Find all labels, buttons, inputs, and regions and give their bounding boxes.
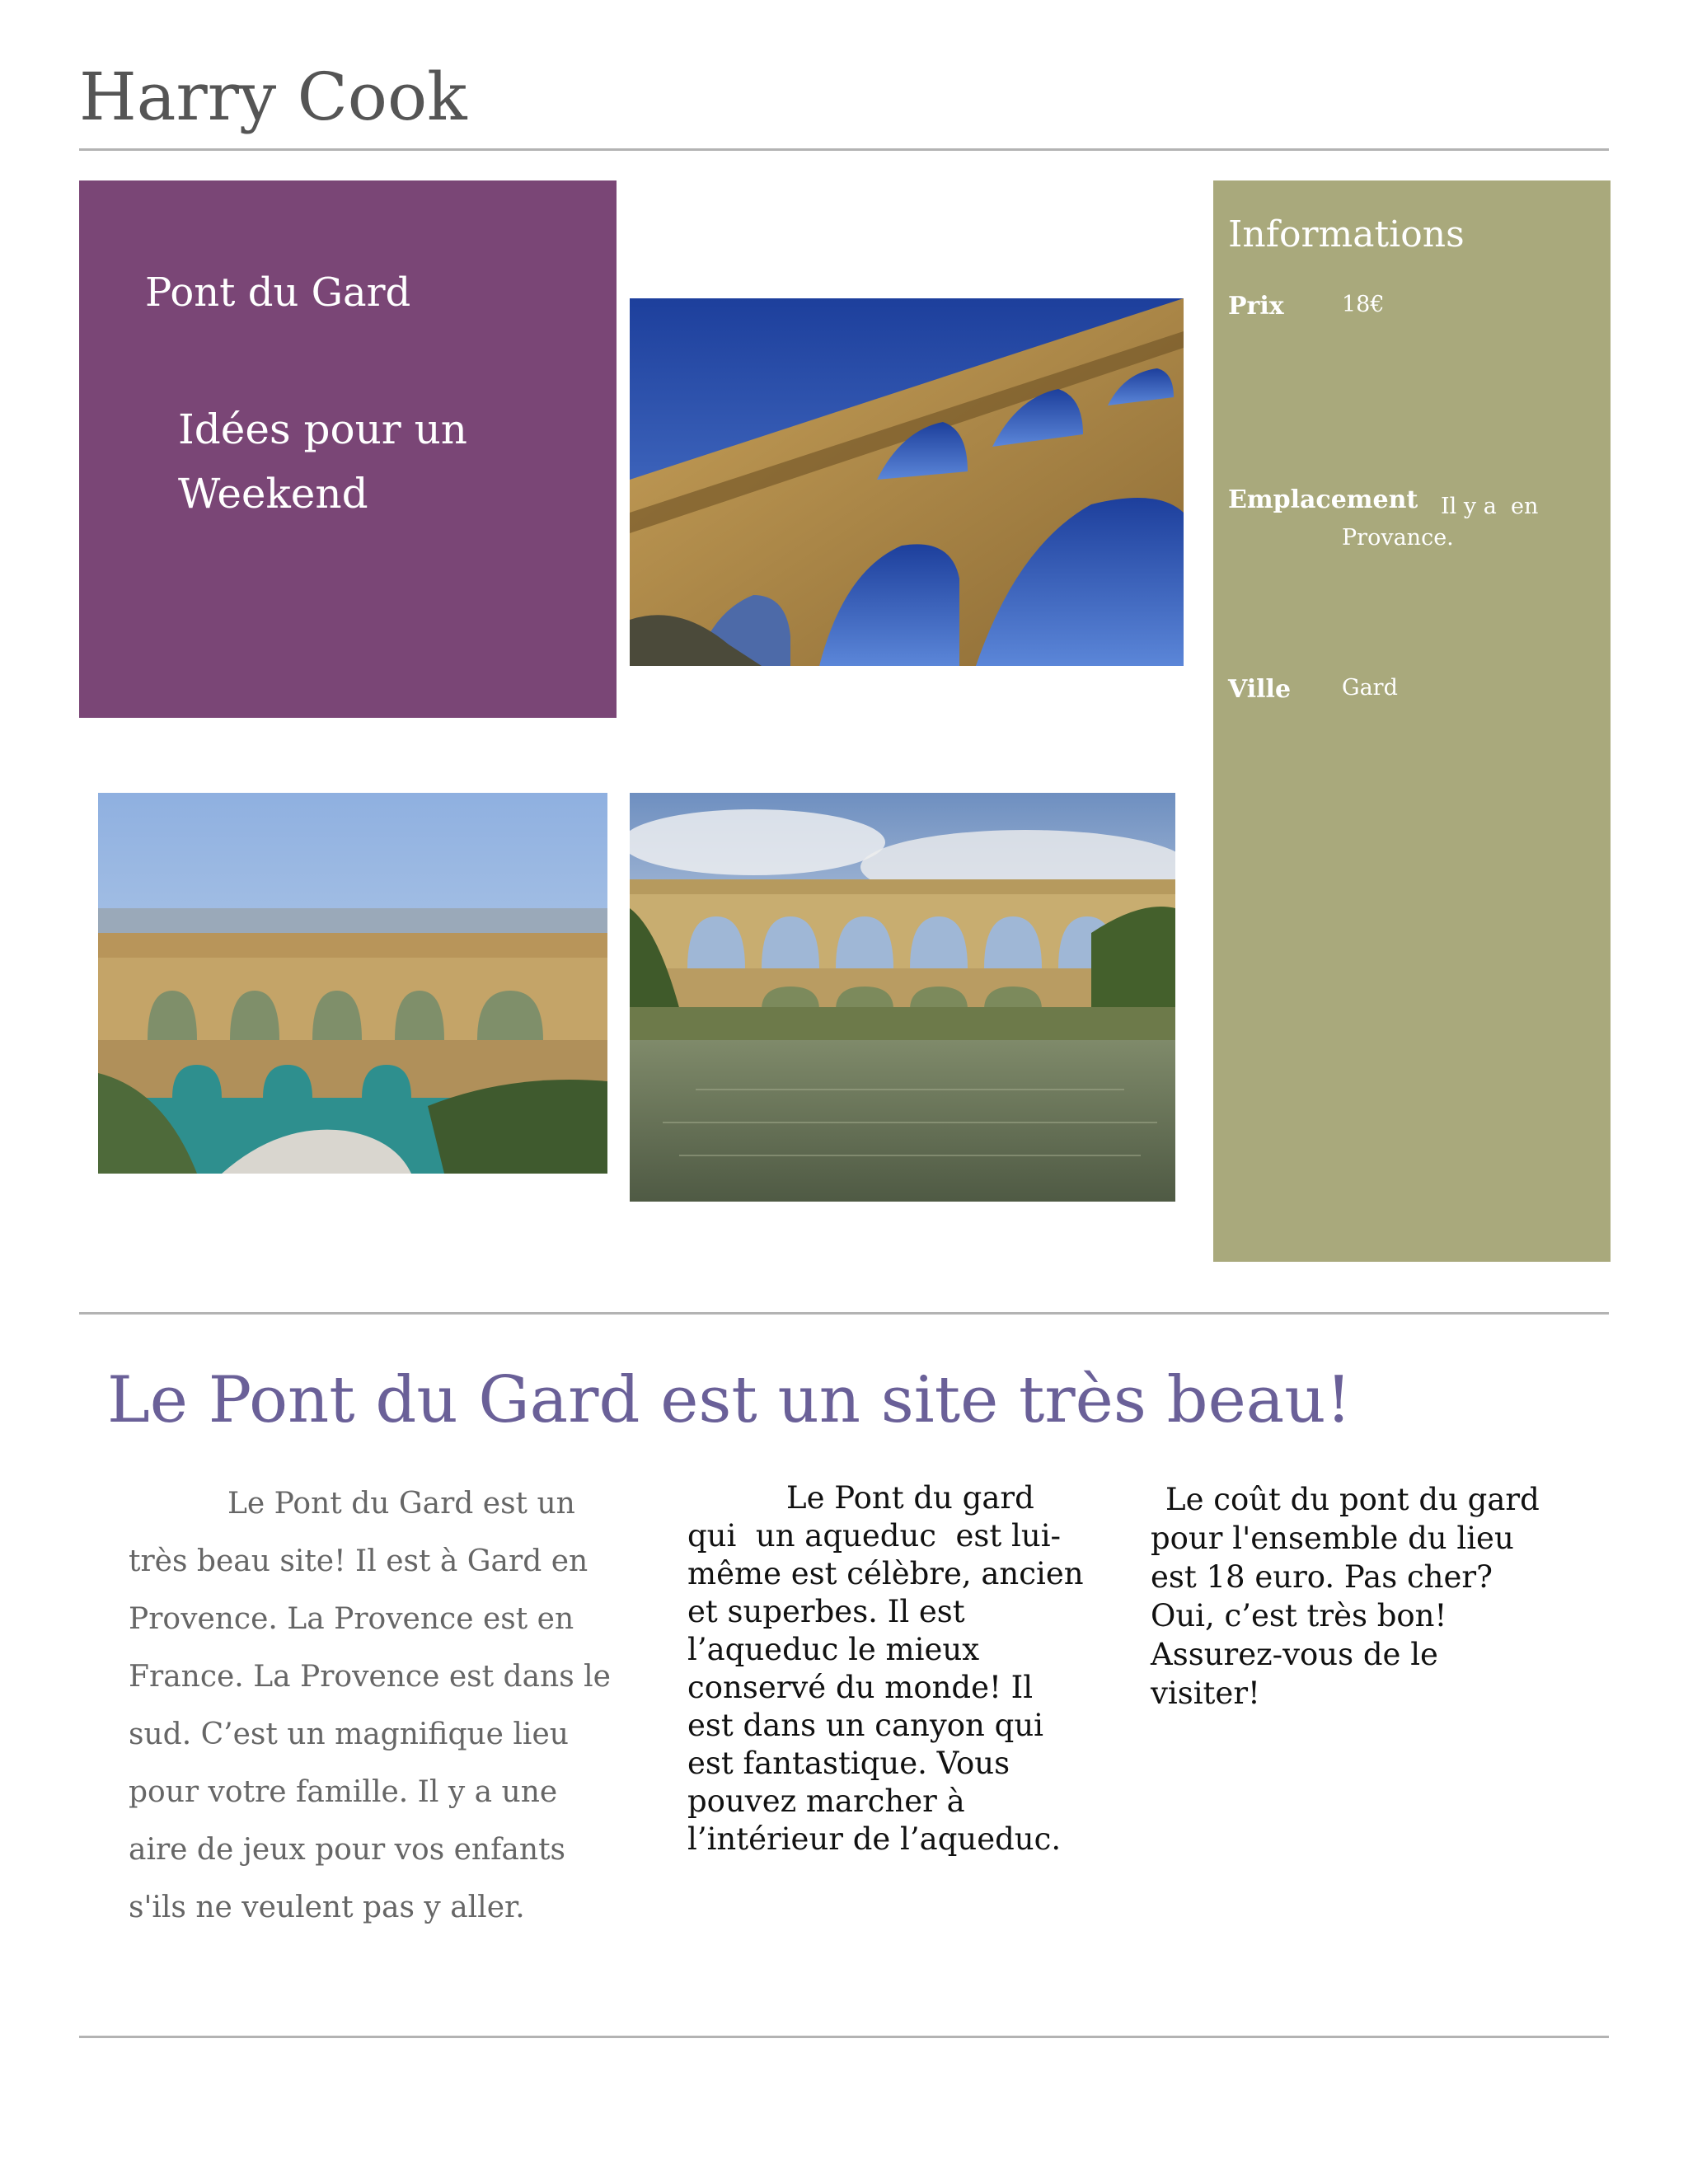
col2-line: qui un aqueduc est lui-: [687, 1518, 1062, 1554]
col1-line: s'ils ne veulent pas y aller.: [129, 1891, 525, 1924]
col1-line: très beau site! Il est à Gard en: [129, 1544, 588, 1578]
aqueduct-river-photo: [630, 793, 1175, 1202]
col1-line: Provence. La Provence est en: [129, 1602, 574, 1636]
info-label-emplacement: Emplacement: [1228, 485, 1418, 514]
info-panel: [1213, 180, 1611, 1262]
col3-line: Oui, c’est très bon!: [1151, 1598, 1447, 1633]
col2-line: pouvez marcher à: [687, 1783, 965, 1819]
aqueduct-canyon-photo: [98, 793, 607, 1174]
page-title: Harry Cook: [79, 59, 467, 135]
feature-title-box: [79, 180, 617, 718]
col3-line: pour l'ensemble du lieu: [1151, 1521, 1514, 1556]
col1-line: pour votre famille. Il y a une: [129, 1775, 558, 1809]
footer-divider: [79, 2036, 1609, 2038]
col1-line: aire de jeux pour vos enfants: [129, 1833, 566, 1867]
feature-subtitle-line1: Idées pour un: [178, 405, 468, 453]
article-column-2: [687, 1479, 1108, 1858]
col3-line: Le coût du pont du gard: [1165, 1482, 1540, 1517]
col2-line: conservé du monde! Il: [687, 1670, 1034, 1705]
feature-subtitle-line2: Weekend: [178, 469, 368, 518]
col2-line: et superbes. Il est: [687, 1594, 965, 1629]
info-value-emplacement-line2: Provance.: [1342, 525, 1454, 551]
info-value-prix: 18€: [1342, 292, 1385, 317]
col2-line: l’intérieur de l’aqueduc.: [687, 1821, 1062, 1857]
article-headline: Le Pont du Gard est un site très beau!: [107, 1363, 1352, 1437]
col1-line: sud. C’est un magnifique lieu: [129, 1718, 569, 1751]
section-divider: [79, 1312, 1609, 1315]
info-value-ville: Gard: [1342, 675, 1398, 701]
article-column-1: [129, 1475, 640, 1937]
col2-line: est dans un canyon qui: [687, 1708, 1043, 1743]
info-value-emplacement-line1: Il y a en: [1441, 494, 1539, 519]
info-heading: Informations: [1228, 213, 1465, 255]
article-column-3: [1151, 1480, 1579, 1713]
col2-line: Le Pont du gard: [786, 1480, 1034, 1516]
info-label-ville: Ville: [1228, 675, 1292, 704]
aqueduct-closeup-photo: [630, 298, 1184, 666]
info-label-prix: Prix: [1228, 292, 1284, 321]
col3-line: est 18 euro. Pas cher?: [1151, 1559, 1493, 1595]
col2-line: l’aqueduc le mieux: [687, 1632, 980, 1667]
feature-place-name: Pont du Gard: [145, 269, 411, 316]
col2-line: est fantastique. Vous: [687, 1746, 1010, 1781]
header-divider: [79, 148, 1609, 151]
col3-line: visiter!: [1151, 1675, 1260, 1711]
feature-subtitle: [178, 398, 574, 526]
col2-line: même est célèbre, ancien: [687, 1556, 1084, 1591]
col1-line: France. La Provence est dans le: [129, 1660, 611, 1694]
col3-line: Assurez-vous de le: [1151, 1637, 1438, 1672]
col1-line: Le Pont du Gard est un: [227, 1487, 575, 1521]
